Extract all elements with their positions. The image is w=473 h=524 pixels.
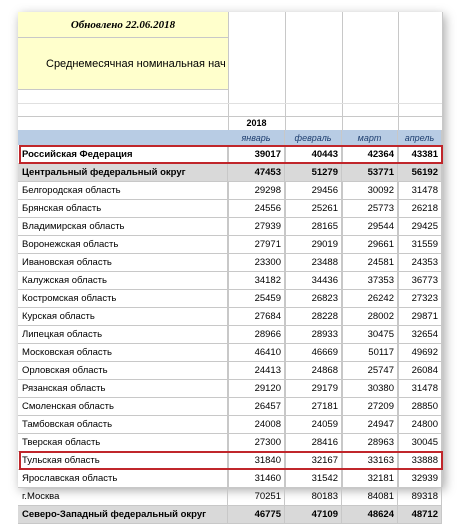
value-cell-март[interactable]: 28002: [342, 308, 398, 326]
value-cell-март[interactable]: 32181: [342, 470, 398, 488]
value-cell-апрель[interactable]: 29425: [398, 218, 442, 236]
value-cell-февраль[interactable]: 24868: [285, 362, 342, 380]
table-row: [18, 164, 442, 182]
value-cell-январь[interactable]: 23300: [228, 254, 285, 272]
value-cell-апрель[interactable]: 30045: [398, 434, 442, 452]
table-row: [18, 146, 442, 164]
table-row: [18, 272, 442, 290]
value-cell-апрель[interactable]: 48712: [398, 506, 442, 524]
month-header-mar[interactable]: март: [342, 130, 398, 145]
value-cell-апрель[interactable]: 32654: [398, 326, 442, 344]
value-cell-январь[interactable]: 27300: [228, 434, 285, 452]
value-cell-январь[interactable]: 24413: [228, 362, 285, 380]
value-cell-апрель[interactable]: 24800: [398, 416, 442, 434]
value-cell-февраль[interactable]: 28165: [285, 218, 342, 236]
sheet-title: Среднемесячная номинальная нач: [46, 57, 226, 70]
value-cell-февраль[interactable]: 40443: [285, 146, 342, 164]
value-cell-апрель[interactable]: 26084: [398, 362, 442, 380]
table-row: [18, 254, 442, 272]
value-cell-февраль[interactable]: 29456: [285, 182, 342, 200]
value-cell-февраль[interactable]: 28228: [285, 308, 342, 326]
value-cell-апрель[interactable]: 28850: [398, 398, 442, 416]
table-row: [18, 380, 442, 398]
value-cell-март[interactable]: 29661: [342, 236, 398, 254]
table-row: [18, 200, 442, 218]
value-cell-январь[interactable]: 47453: [228, 164, 285, 182]
empty-row: [18, 103, 442, 117]
region-name-cell[interactable]: Ярославская область: [18, 470, 228, 488]
updated-banner: [18, 12, 228, 38]
value-cell-март[interactable]: 53771: [342, 164, 398, 182]
value-cell-февраль[interactable]: 51279: [285, 164, 342, 182]
value-cell-апрель[interactable]: 27323: [398, 290, 442, 308]
value-cell-февраль[interactable]: 27181: [285, 398, 342, 416]
value-cell-апрель[interactable]: 31559: [398, 236, 442, 254]
value-cell-апрель[interactable]: 49692: [398, 344, 442, 362]
value-cell-январь[interactable]: 29298: [228, 182, 285, 200]
table-row: [18, 182, 442, 200]
table-row: [18, 452, 442, 470]
value-cell-апрель[interactable]: 89318: [398, 488, 442, 506]
value-cell-март[interactable]: 24581: [342, 254, 398, 272]
value-cell-апрель[interactable]: 32939: [398, 470, 442, 488]
region-name-cell[interactable]: Ивановская область: [18, 254, 228, 272]
value-cell-февраль[interactable]: 29179: [285, 380, 342, 398]
value-cell-март[interactable]: 24947: [342, 416, 398, 434]
value-cell-апрель[interactable]: 36773: [398, 272, 442, 290]
table-row: [18, 326, 442, 344]
updated-text: Обновлено 22.06.2018: [70, 18, 176, 31]
value-cell-март[interactable]: 48624: [342, 506, 398, 524]
region-name-cell[interactable]: Белгородская область: [18, 182, 228, 200]
value-cell-февраль[interactable]: 23488: [285, 254, 342, 272]
value-cell-февраль[interactable]: 26823: [285, 290, 342, 308]
region-name-cell[interactable]: Липецкая область: [18, 326, 228, 344]
value-cell-апрель[interactable]: 43381: [398, 146, 442, 164]
value-cell-февраль[interactable]: 47109: [285, 506, 342, 524]
value-cell-февраль[interactable]: 34436: [285, 272, 342, 290]
value-cell-март[interactable]: 25747: [342, 362, 398, 380]
value-cell-апрель[interactable]: 31478: [398, 182, 442, 200]
value-cell-март[interactable]: 30092: [342, 182, 398, 200]
value-cell-февраль[interactable]: 46669: [285, 344, 342, 362]
sheet-grid: [18, 12, 438, 520]
table-row: [18, 290, 442, 308]
value-cell-февраль[interactable]: 28933: [285, 326, 342, 344]
value-cell-март[interactable]: 84081: [342, 488, 398, 506]
months-header: [18, 130, 442, 145]
region-name-cell[interactable]: Тульская область: [18, 452, 228, 470]
value-cell-март[interactable]: 33163: [342, 452, 398, 470]
value-cell-февраль[interactable]: 31542: [285, 470, 342, 488]
value-cell-февраль[interactable]: 32167: [285, 452, 342, 470]
value-cell-январь[interactable]: 70251: [228, 488, 285, 506]
region-name-cell[interactable]: Воронежская область: [18, 236, 228, 254]
month-header-apr[interactable]: апрель: [398, 130, 442, 145]
year-label: 2018: [246, 118, 267, 128]
region-name-cell[interactable]: Тверская область: [18, 434, 228, 452]
value-cell-февраль[interactable]: 24059: [285, 416, 342, 434]
value-cell-март[interactable]: 42364: [342, 146, 398, 164]
month-header-feb[interactable]: февраль: [285, 130, 342, 145]
value-cell-январь[interactable]: 31840: [228, 452, 285, 470]
value-cell-апрель[interactable]: 31478: [398, 380, 442, 398]
value-cell-март[interactable]: 50117: [342, 344, 398, 362]
empty-row: [18, 90, 442, 104]
region-name-cell[interactable]: Костромская область: [18, 290, 228, 308]
value-cell-апрель[interactable]: 29871: [398, 308, 442, 326]
value-cell-январь[interactable]: 46410: [228, 344, 285, 362]
value-cell-январь[interactable]: 25459: [228, 290, 285, 308]
value-cell-январь[interactable]: 39017: [228, 146, 285, 164]
region-name-cell[interactable]: Владимирская область: [18, 218, 228, 236]
value-cell-январь[interactable]: 24008: [228, 416, 285, 434]
region-name-cell[interactable]: Российская Федерация: [18, 146, 228, 164]
table-row: [18, 488, 442, 506]
value-cell-апрель[interactable]: 26218: [398, 200, 442, 218]
table-row: [18, 398, 442, 416]
value-cell-январь[interactable]: 28966: [228, 326, 285, 344]
value-cell-январь[interactable]: 27971: [228, 236, 285, 254]
value-cell-январь[interactable]: 34182: [228, 272, 285, 290]
table-row: [18, 308, 442, 326]
month-header-jan[interactable]: январь: [228, 130, 285, 145]
table-row: [18, 470, 442, 488]
value-cell-январь[interactable]: 24556: [228, 200, 285, 218]
region-name-cell[interactable]: Северо-Западный федеральный округ: [18, 506, 228, 524]
region-name-cell[interactable]: Московская область: [18, 344, 228, 362]
table-row: [18, 344, 442, 362]
value-cell-январь[interactable]: 27684: [228, 308, 285, 326]
column-divider: [442, 12, 443, 487]
region-name-cell[interactable]: Курская область: [18, 308, 228, 326]
value-cell-январь[interactable]: 26457: [228, 398, 285, 416]
value-cell-январь[interactable]: 46775: [228, 506, 285, 524]
region-name-cell[interactable]: Смоленская область: [18, 398, 228, 416]
value-cell-апрель[interactable]: 24353: [398, 254, 442, 272]
value-cell-март[interactable]: 26242: [342, 290, 398, 308]
table-row: [18, 434, 442, 452]
value-cell-март[interactable]: 25773: [342, 200, 398, 218]
value-cell-январь[interactable]: 31460: [228, 470, 285, 488]
table-row: [18, 218, 442, 236]
value-cell-январь[interactable]: 27939: [228, 218, 285, 236]
region-name-cell[interactable]: г.Москва: [18, 488, 228, 506]
table-row: [18, 236, 442, 254]
value-cell-март[interactable]: 30475: [342, 326, 398, 344]
region-name-cell[interactable]: Калужская область: [18, 272, 228, 290]
value-cell-март[interactable]: 27209: [342, 398, 398, 416]
value-cell-март[interactable]: 37353: [342, 272, 398, 290]
region-name-cell[interactable]: Рязанская область: [18, 380, 228, 398]
value-cell-март[interactable]: 29544: [342, 218, 398, 236]
region-name-cell[interactable]: Брянская область: [18, 200, 228, 218]
spreadsheet-screenshot: [18, 12, 443, 520]
value-cell-февраль[interactable]: 25261: [285, 200, 342, 218]
value-cell-февраль[interactable]: 28416: [285, 434, 342, 452]
value-cell-февраль[interactable]: 80183: [285, 488, 342, 506]
table-row: [18, 506, 442, 524]
table-row: [18, 362, 442, 380]
value-cell-март[interactable]: 30380: [342, 380, 398, 398]
region-name-cell[interactable]: Центральный федеральный округ: [18, 164, 228, 182]
value-cell-февраль[interactable]: 29019: [285, 236, 342, 254]
region-name-cell[interactable]: Тамбовская область: [18, 416, 228, 434]
value-cell-апрель[interactable]: 56192: [398, 164, 442, 182]
value-cell-апрель[interactable]: 33888: [398, 452, 442, 470]
title-block: [18, 38, 228, 90]
table-row: [18, 416, 442, 434]
year-row: [18, 116, 442, 130]
value-cell-март[interactable]: 28963: [342, 434, 398, 452]
region-name-cell[interactable]: Орловская область: [18, 362, 228, 380]
value-cell-январь[interactable]: 29120: [228, 380, 285, 398]
